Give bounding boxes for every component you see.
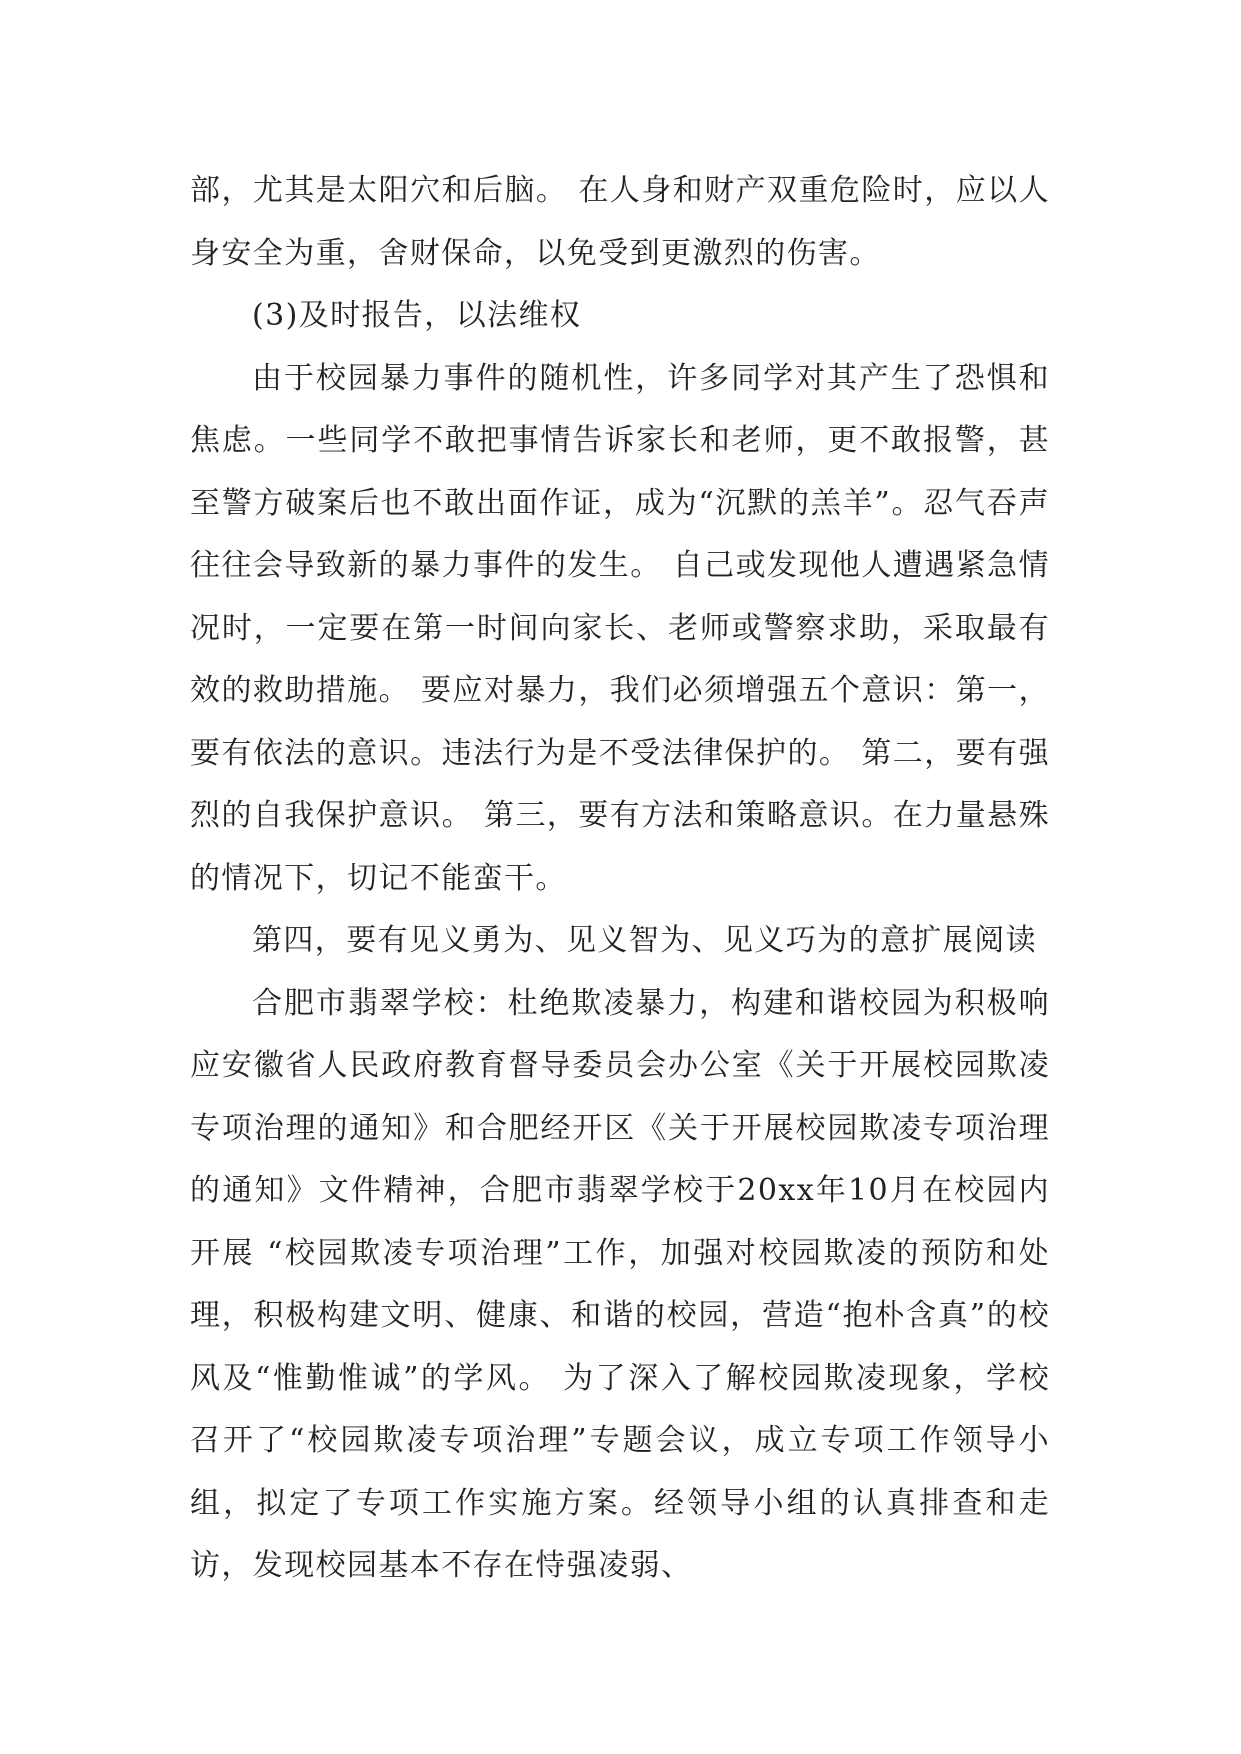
paragraph-report: 由于校园暴力事件的随机性，许多同学对其产生了恐惧和焦虑。一些同学不敢把事情告诉家长和老师，更不敢报警，甚至警方破案后也不敢出面作证，成为“沉默的羔羊”。忍气吞声往往会导致新的暴力事件的发生。 自己或发现他人遭遇紧急情况时，一定要在第一时间向家长、老师或警察求助，采取最有效的救助措施。 要应对暴力，我们必须增强五个意识：第一，要有依法的意识。违法行为是不受法律保护的。 第二，要有强烈的自我保护意识。 第三，要有方法和策略意识。在力量悬殊的情况下，切记不能蛮干。 [190, 360, 1050, 896]
section-heading: (3)及时报告，以法维权 [252, 298, 582, 333]
paragraph-continuation: 部，尤其是太阳穴和后脑。 在人身和财产双重危险时，应以人身安全为重，舍财保命，以免受到更激烈的伤害。 [190, 173, 1050, 271]
paragraph-fourth-point: 第四，要有见义勇为、见义智为、见义巧为的意扩展阅读 [252, 923, 1037, 958]
document-body [190, 160, 1050, 1598]
paragraph-extended-reading: 合肥市翡翠学校：杜绝欺凌暴力，构建和谐校园为积极响应安徽省人民政府教育督导委员会办公室《关于开展校园欺凌专项治理的通知》和合肥经开区《关于开展校园欺凌专项治理的通知》文件精神，合肥市翡翠学校于20xx年10月在校园内开展 “校园欺凌专项治理”工作，加强对校园欺凌的预防和处理，积极构建文明、健康、和谐的校园，营造“抱朴含真”的校风及“惟勤惟诚”的学风。 为了深入了解校园欺凌现象，学校召开了“校园欺凌专项治理”专题会议，成立专项工作领导小组，拟定了专项工作实施方案。经领导小组的认真排查和走访，发现校园基本不存在恃强凌弱、 [190, 985, 1050, 1583]
